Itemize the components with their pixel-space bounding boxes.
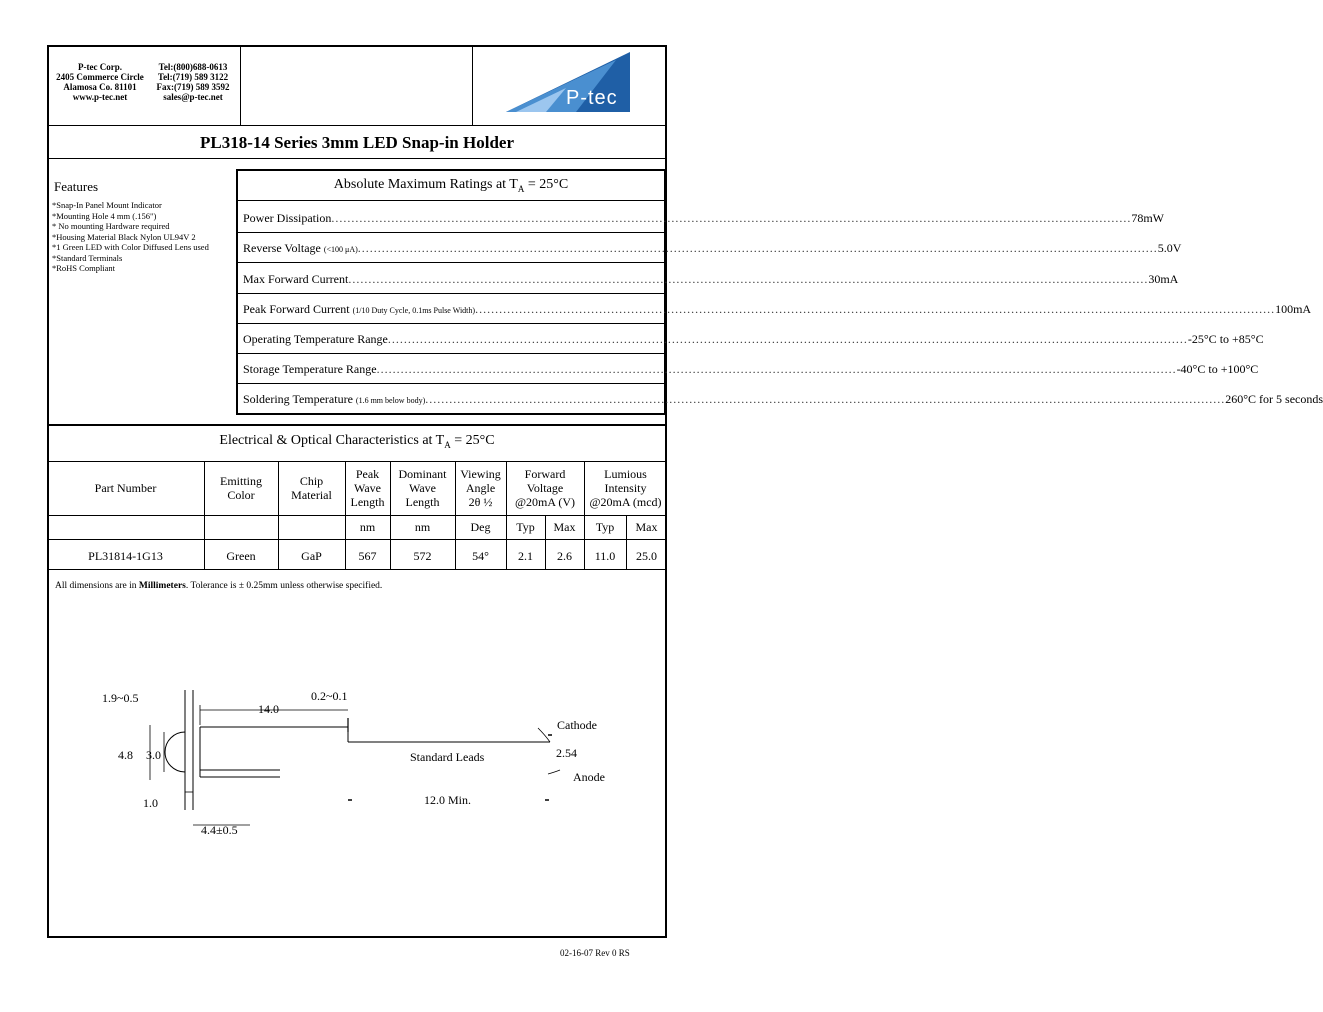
dimension-note: All dimensions are in Millimeters. Tolerance is ± 0.25mm unless otherwise specified. (55, 581, 383, 591)
rating-note: (1/10 Duty Cycle, 0.1ms Pulse Width) (352, 306, 476, 315)
header-line: Intensity (604, 481, 647, 495)
rating-label: Peak Forward Current (243, 302, 350, 316)
table-header-cell (455, 467, 506, 509)
features-list (52, 200, 232, 274)
rating-divider (237, 323, 665, 324)
header-line: Angle (465, 481, 496, 495)
header-line: Emitting (220, 474, 262, 488)
page-title: PL318-14 Series 3mm LED Snap-in Holder (199, 133, 515, 152)
list-item: *1 Green LED with Color Diffused Lens used (52, 242, 209, 252)
list-item: *Standard Terminals (52, 252, 123, 263)
table-data-cell: 567 (358, 549, 377, 563)
rating-note: (1.6 mm below body) (355, 396, 426, 405)
table-data-cell: 2.1 (518, 549, 533, 563)
revision-footer: 02-16-07 Rev 0 RS (560, 948, 630, 958)
standard-leads-label: Standard Leads (410, 750, 485, 764)
table-header-cell (47, 481, 204, 495)
rating-row (243, 272, 1179, 288)
rating-value: -25°C to +85°C (1187, 332, 1264, 346)
header-divider (47, 125, 667, 126)
header-line: Length (350, 495, 385, 509)
dim-mount-depth: 4.4±0.5 (201, 823, 238, 837)
rating-value: 78mW (1131, 211, 1165, 225)
rating-divider (237, 293, 665, 294)
dim-lead-length: 12.0 Min. (424, 793, 472, 807)
table-data-cell: 25.0 (636, 549, 657, 563)
electrical-table-top (47, 461, 667, 462)
rating-note: (<100 μA) (323, 245, 358, 254)
table-unit-cell: Deg (470, 520, 491, 534)
table-data-cell: 11.0 (594, 549, 616, 563)
leader-dots: ........................................................................................................................................................................................................ (425, 392, 1226, 406)
table-data-cell: Green (226, 549, 256, 563)
dim-flange-width: 1.0 (143, 796, 158, 810)
dim-lead-spacing: 2.54 (556, 746, 577, 760)
rating-divider (237, 353, 665, 354)
table-header-cell (345, 467, 390, 509)
rating-label: Operating Temperature Range (243, 332, 388, 346)
rating-value: 30mA (1148, 272, 1179, 286)
anode-label: Anode (573, 770, 605, 784)
rating-value: 100mA (1275, 302, 1312, 316)
header-line: Voltage (526, 481, 564, 495)
header-line: @20mA (mcd) (589, 495, 662, 509)
header-line: Part Number (94, 481, 157, 495)
leader-dots: ........................................................................................................................................................................................................ (387, 332, 1188, 346)
dim-length: 14.0 (258, 702, 279, 716)
table-header-cell (390, 467, 455, 509)
header-line: Lumious (604, 467, 647, 481)
rating-label: Soldering Temperature (243, 392, 353, 406)
header-line: Viewing (460, 467, 501, 481)
rating-row (243, 302, 1312, 318)
leader-dots: ........................................................................................................................................................................................................ (331, 211, 1132, 225)
list-item: *Snap-In Panel Mount Indicator (52, 200, 162, 210)
table-data-cell: GaP (301, 549, 322, 563)
leader-dots: ........................................................................................................................................................................................................ (376, 362, 1177, 376)
dim-flange-thickness: 1.9~0.5 (102, 691, 139, 705)
rating-row (243, 362, 1259, 378)
table-unit-cell: Typ (516, 520, 535, 534)
header-line: Wave (408, 481, 437, 495)
dim-lead-thickness: 0.2~0.1 (311, 689, 348, 703)
rating-label: Storage Temperature Range (243, 362, 377, 376)
ratings-box (236, 169, 666, 415)
header-line: @20mA (V) (514, 495, 576, 509)
leader-dots: ........................................................................................................................................................................................................ (348, 272, 1149, 286)
cathode-label: Cathode (557, 718, 597, 732)
table-header-cell (584, 467, 667, 509)
header-col-1 (240, 45, 241, 125)
header-line: Peak (355, 467, 380, 481)
header-line: Chip (299, 474, 324, 488)
leader-dots: ........................................................................................................................................................................................................ (475, 302, 1276, 316)
header-line: Material (291, 488, 332, 502)
table-data-cell: PL31814-1G13 (88, 549, 163, 563)
electrical-table-units-line (47, 515, 667, 516)
dim-flange-height: 4.8 (118, 748, 133, 762)
company-address: P-tec Corp. 2405 Commerce Circle Alamosa Co. 81101 www.p-tec.net (56, 62, 144, 102)
led-dimension-drawing (90, 680, 650, 840)
header-line: Dominant (398, 467, 447, 481)
company-contact: Tel:(800)688-0613 Tel:(719) 589 3122 Fax:(719) 589 3592 sales@p-tec.net (156, 62, 230, 102)
table-unit-cell: Max (553, 520, 576, 534)
electrical-heading: Electrical & Optical Characteristics at $T_A = 25^\circ C$ (219, 433, 495, 450)
rating-divider (237, 262, 665, 263)
rating-row (243, 392, 1323, 408)
title-divider (47, 158, 667, 159)
header-col-2 (472, 45, 473, 125)
table-data-cell: 54° (472, 549, 489, 563)
ptec-logo (506, 52, 630, 118)
logo-text: P-tec (566, 87, 618, 109)
dim-body-diameter: 3.0 (146, 748, 161, 762)
rating-row (243, 332, 1264, 348)
rating-row (243, 211, 1165, 227)
ratings-heading: Absolute Maximum Ratings at $T_A = 25^\circ C$ (333, 177, 569, 194)
rating-row (243, 241, 1182, 257)
ratings-heading-divider (237, 200, 665, 201)
header-line: Wave (353, 481, 382, 495)
table-header-cell (278, 474, 345, 502)
table-unit-cell: nm (359, 520, 376, 534)
header-line: Length (405, 495, 440, 509)
leader-dots: ........................................................................................................................................................................................................ (357, 241, 1158, 255)
table-header-cell (506, 467, 584, 509)
table-unit-cell: Typ (595, 520, 615, 534)
rating-value: 5.0V (1157, 241, 1182, 255)
list-item: * No mounting Hardware required (52, 221, 170, 231)
rating-value: -40°C to +100°C (1176, 362, 1259, 376)
features-heading: Features (54, 179, 99, 194)
table-data-cell: 572 (413, 549, 432, 563)
table-data-cell: 2.6 (557, 549, 572, 563)
table-header-cell (204, 474, 278, 502)
list-item: *Mounting Hole 4 mm (.156") (52, 210, 157, 221)
table-unit-cell: Max (635, 520, 658, 534)
list-item: *Housing Material Black Nylon UL94V 2 (52, 231, 196, 242)
rating-label: Reverse Voltage (243, 241, 321, 255)
rating-divider (237, 383, 665, 384)
header-line: Forward (524, 467, 566, 481)
rating-value: 260°C for 5 seconds (1225, 392, 1323, 406)
header-line: Color (227, 488, 255, 502)
rating-label: Max Forward Current (243, 272, 349, 286)
electrical-table-data-line (47, 539, 667, 540)
table-unit-cell: nm (414, 520, 431, 534)
rating-divider (237, 232, 665, 233)
list-item: *RoHS Compliant (52, 263, 116, 273)
header-line: 2θ ½ (468, 495, 493, 509)
rating-label: Power Dissipation (243, 211, 332, 225)
